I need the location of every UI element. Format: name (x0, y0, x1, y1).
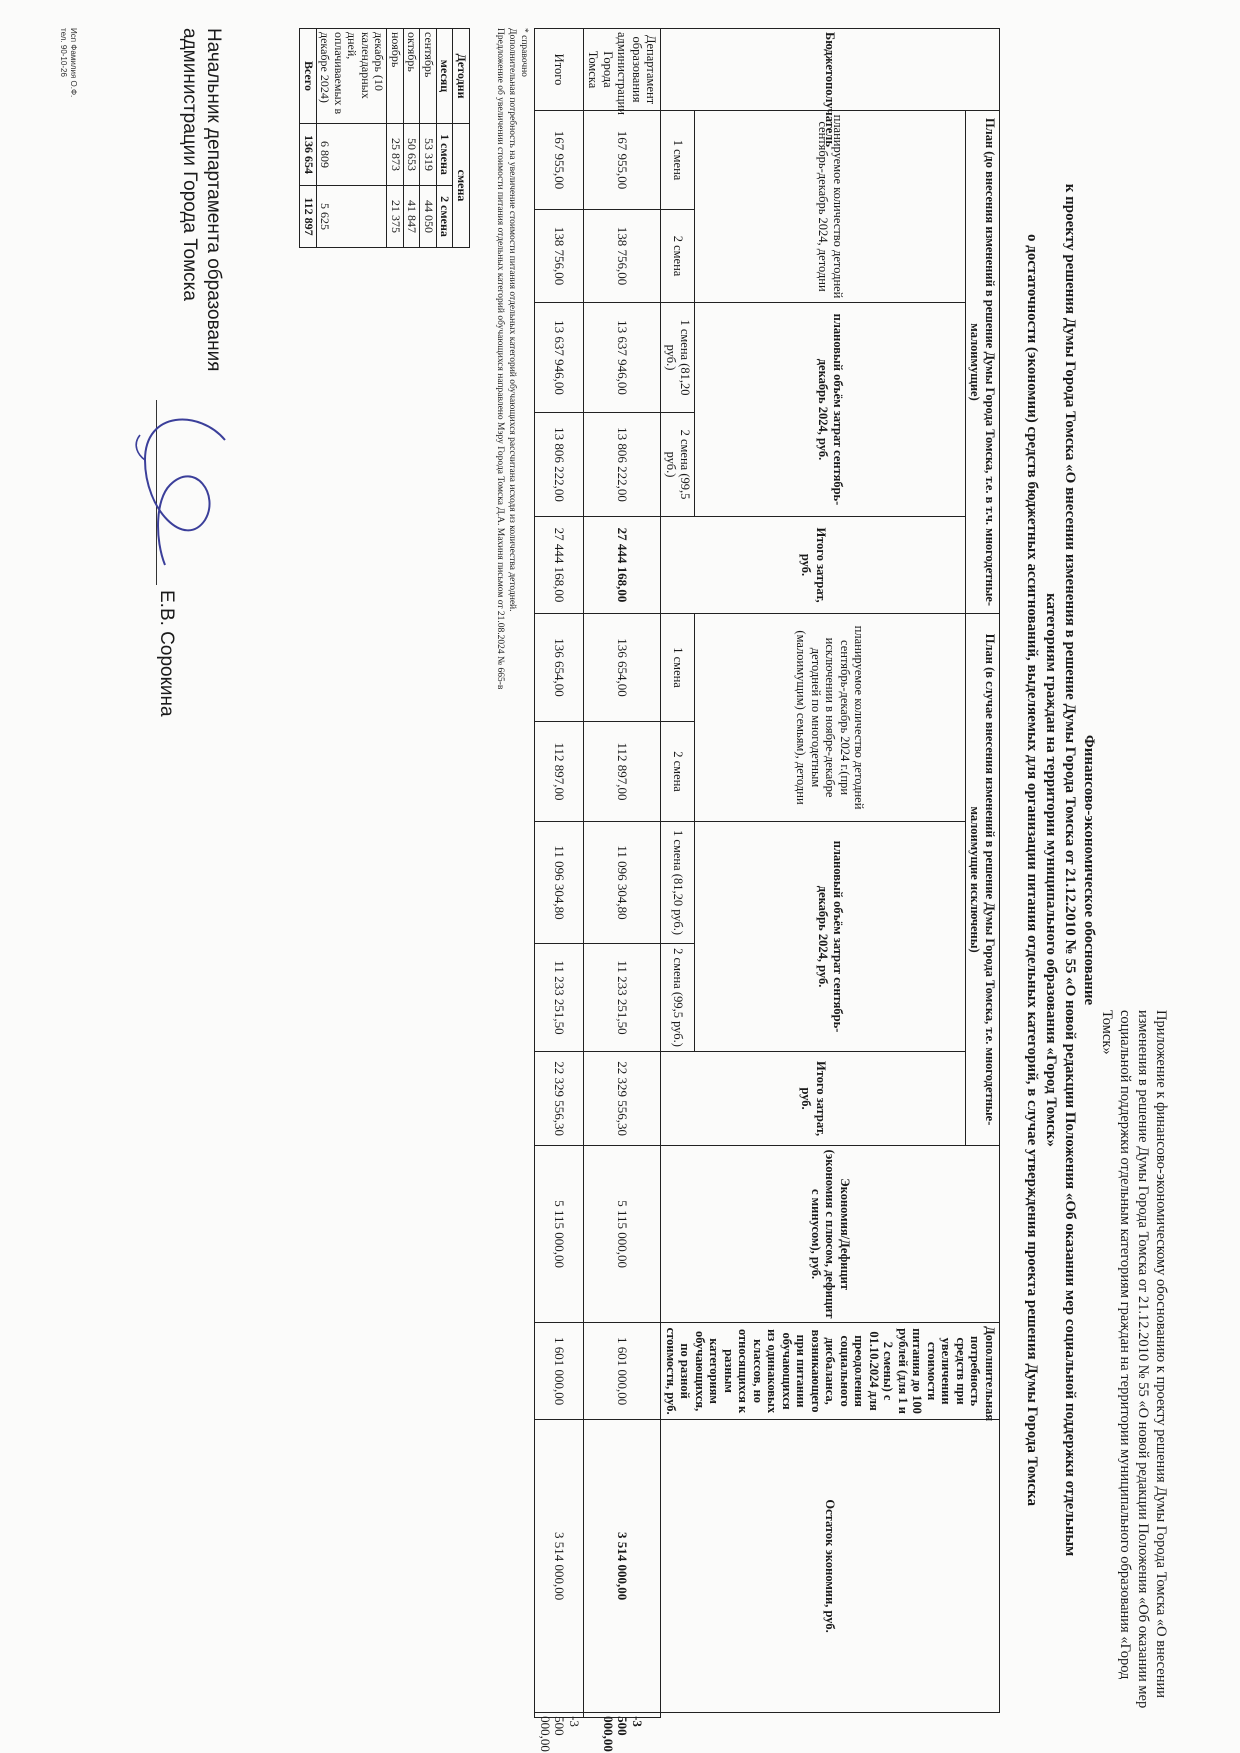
signatory-name: Е.В. Сорокина (156, 590, 177, 717)
title-line-1: Финансово-экономическое обоснование (1081, 734, 1097, 1006)
header-recipient: Бюджетополучатель (661, 29, 1000, 111)
cell: 22 329 556,30 (584, 1052, 662, 1146)
cell: 138 756,00 (535, 210, 584, 303)
cell: 5 115 000,00 (584, 1146, 662, 1323)
cell: 112 897,00 (584, 722, 662, 822)
header-row-1 (966, 29, 1000, 1718)
title-line-3: категориям граждан на территории муниципального образования «Город Томск» (1043, 593, 1059, 1147)
cell: 112 897,00 (535, 722, 584, 822)
header-qty-after: планируемое количество детодней сентябрь-декабрь 2024 г.(при исключении в ноябре-декабре детодней по многодетным (малоимущим) семьям), детодни (695, 614, 966, 822)
cell: 3 514 000,00 (584, 1420, 662, 1713)
cell: 21 375 (387, 186, 404, 248)
cell: 44 050 (420, 186, 437, 248)
small-total-s1: 136 654 (300, 124, 317, 186)
cell: -3 500 000,00 (535, 1713, 584, 1718)
month-cell: сентябрь (420, 29, 437, 124)
header-additional: Дополнительная потребность средств при увеличении стоимости питания до 100 рублей (для 1 и 2 смены) с 01.10.2024 для преодоления социального дисбаланса, возникающего при питании обучающихся из одинаковых классов, но относящихся к разным категориям обучающихся, по разной стоимости, руб. (661, 1323, 1000, 1420)
cell: 6 809 (317, 124, 388, 186)
notes (494, 28, 530, 1228)
cell: 167 955,00 (584, 111, 662, 210)
cell: 136 654,00 (584, 614, 662, 722)
header-shift2-before: 2 смена (661, 210, 695, 303)
header-shift1-price-before: 1 смена (81,20 руб.) (661, 303, 695, 413)
header-vol-after: плановый объём затрат сентябрь-декабрь 2024, руб. (695, 822, 966, 1052)
table-row (584, 29, 662, 1718)
small-header-2 (437, 29, 454, 248)
header-vol-before: плановый объём затрат сентябрь-декабрь 2024, руб. (695, 303, 966, 517)
small-h-month: месяц (437, 29, 454, 124)
header-shift1-before: 1 смена (661, 111, 695, 210)
note-line-1: Дополнительная потребность на увеличение стоимости питания отдельных категорий обучающихся рассчитана исходя из количества детодней. (507, 28, 517, 612)
cell: 3 514 000,00 (535, 1420, 584, 1713)
position-line-2: администрации Города Томска (179, 28, 200, 301)
month-cell: ноябрь (387, 29, 404, 124)
cell: 27 444 168,00 (535, 517, 584, 614)
header-shift2-price-before: 2 смена (99,5 руб.) (661, 413, 695, 517)
small-total-row (300, 29, 317, 248)
cell: 138 756,00 (584, 210, 662, 303)
cell: 1 601 000,00 (584, 1323, 662, 1420)
cell: 53 319 (420, 124, 437, 186)
appendix-note: Приложение к финансово-экономическому обоснованию к проекту решения Думы Города Томска «О внесении изменения в решение Думы Города Томска от 21.12.2010 № 55 «О новой редакции Положения «Об оказании мер социальной поддержки отдельным категориям граждан на территории муниципального образования «Город Томск» (1099, 1010, 1169, 1709)
small-header-1 (453, 29, 470, 248)
header-shift2-after: 2 смена (661, 722, 695, 822)
cell: 1 601 000,00 (535, 1323, 584, 1420)
total-row (535, 29, 584, 1718)
footer-phone: тел. 90-10-26 (59, 28, 68, 77)
cell: 136 654,00 (535, 614, 584, 722)
month-cell: октябрь (404, 29, 421, 124)
cell: 13 637 946,00 (584, 303, 662, 413)
header-economy: Экономия/Дефицит (экономия с плюсом, дефицит с минусом), руб. (661, 1146, 1000, 1323)
cell: 27 444 168,00 (584, 517, 662, 614)
total-label: Итого (535, 29, 584, 111)
header-plan-before: План (до внесения изменений в решение Думы Города Томска, т.е. в т.ч. многодетные-малоимущие) (966, 111, 1000, 614)
table-row (317, 29, 388, 248)
header-shift1-after: 1 смена (661, 614, 695, 722)
title-line-2: к проекту решения Думы Города Томска «О внесении изменения в решение Думы Города Томска от 21.12.2010 № 55 «О новой редакции Положения «Об оказании мер социальной поддержки отдельным (1062, 183, 1078, 1557)
header-plan-after: План (в случае внесения изменений в решение Думы Города Томска, т.е. многодетные-малоимущие исключены) (966, 614, 1000, 1146)
cell: -3 500 000,00 (584, 1713, 662, 1718)
note-star: * справочно (519, 28, 529, 77)
header-total-before: Итого затрат, руб. (661, 517, 966, 614)
cell: 13 806 222,00 (535, 413, 584, 517)
header-remainder: Остаток экономии, руб. (661, 1420, 1000, 1713)
cell: 13 806 222,00 (584, 413, 662, 517)
small-h-s2: 2 смена (437, 186, 454, 248)
header-total-after: Итого затрат, руб. (661, 1052, 966, 1146)
cell: 11 096 304,80 (535, 822, 584, 944)
cell: 13 637 946,00 (535, 303, 584, 413)
detodni-table (300, 28, 471, 248)
footer (58, 28, 78, 97)
title-line-4: о достаточности (экономии) средств бюджетных ассигнований, выделяемых для организации питания отдельных категорий, в случае утверждения проекта решения Думы Города Томска (1024, 234, 1040, 1506)
cell: 41 847 (404, 186, 421, 248)
footer-executor: Исп Фамилия О.Ф. (69, 28, 78, 98)
position-line-1: Начальник департамента образования (203, 28, 224, 372)
month-cell: декабрь (10 календарных дней, оплачиваемых в декабре 2024) (317, 29, 388, 124)
handwritten-signature (130, 400, 240, 580)
cell: 11 096 304,80 (584, 822, 662, 944)
header-shift2-price-after: 2 смена (99,5 руб.) (661, 944, 695, 1052)
cell: 5 625 (317, 186, 388, 248)
cell: 5 115 000,00 (535, 1146, 584, 1323)
document-title (1022, 70, 1098, 1670)
signatory-position (177, 28, 225, 371)
main-table (535, 28, 1001, 1752)
header-shift1-price-after: 1 смена (81,20 руб.) (661, 822, 695, 944)
cell: 25 873 (387, 124, 404, 186)
row-name: Департамент образования администрации Города Томска (584, 29, 662, 111)
cell: 11 233 251,50 (535, 944, 584, 1052)
small-h-shift: смена (453, 124, 470, 248)
cell: 11 233 251,50 (584, 944, 662, 1052)
header-qty-before: планируемое количество детодней сентябрь-декабрь 2024, детодни (695, 111, 966, 303)
small-h-days: Детодни (453, 29, 470, 124)
table-row (420, 29, 437, 248)
table-row (404, 29, 421, 248)
table-row (387, 29, 404, 248)
small-h-s1: 1 смена (437, 124, 454, 186)
note-line-2: Предложение об увеличении стоимости питания отдельных категорий обучающихся направлено Мэру Города Томска Д.А. Махиня письмом от 21.08.2024 № 665-в (495, 28, 505, 690)
cell: 22 329 556,30 (535, 1052, 584, 1146)
small-total-s2: 112 897 (300, 186, 317, 248)
small-total-label: Всего (300, 29, 317, 124)
cell: 50 653 (404, 124, 421, 186)
cell: 167 955,00 (535, 111, 584, 210)
